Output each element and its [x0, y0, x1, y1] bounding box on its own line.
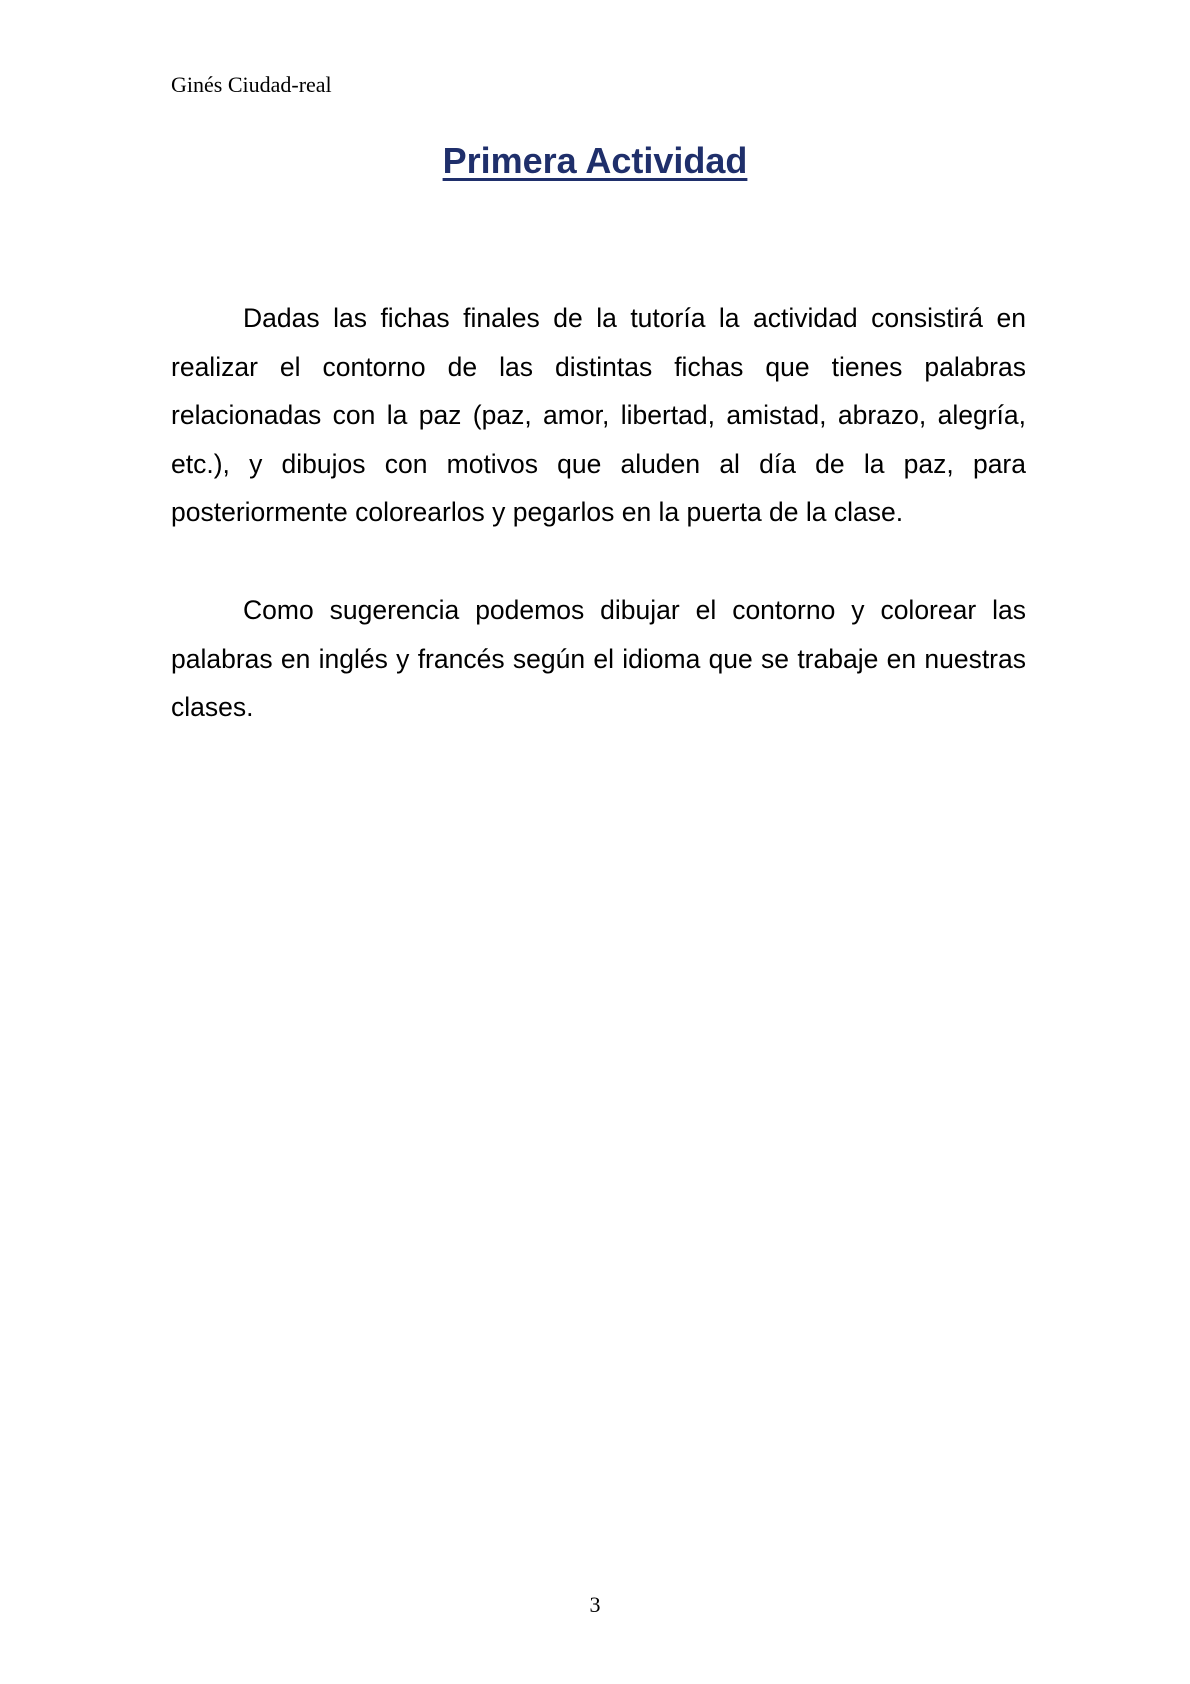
page-title: Primera Actividad: [442, 140, 748, 181]
page-number: 3: [589, 1592, 601, 1617]
body-paragraph-1: Dadas las fichas finales de la tutoría la actividad consistirá en realizar el contorno de las distintas fichas que tienes palabras relacionadas con la paz (paz, amor, libertad, amistad, abrazo, alegría, etc.), y dibujos con motivos que aluden al día de la paz, para posteriormente colorearlos y pegarlos en la puerta de la clase.: [171, 303, 1026, 527]
running-header-author: Ginés Ciudad-real: [171, 72, 332, 97]
body-paragraph-2: Como sugerencia podemos dibujar el contorno y colorear las palabras en inglés y francés según el idioma que se trabaje en nuestras clases.: [171, 595, 1026, 722]
